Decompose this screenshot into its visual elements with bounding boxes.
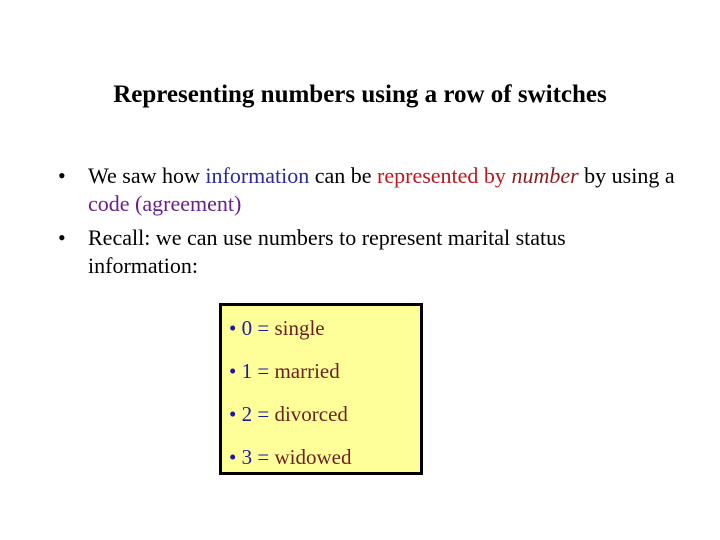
code-label: widowed (274, 445, 352, 469)
marital-status-code-box (219, 303, 423, 475)
code-bullet: • (229, 445, 237, 469)
code-equals: = (252, 402, 275, 426)
number-term: number (511, 163, 579, 188)
code-list-item (229, 443, 351, 471)
code-bullet: • (229, 316, 237, 340)
bullet-2-text: Recall: we can use numbers to represent marital status information: (88, 225, 566, 278)
bullet-1-text-b: can be (309, 163, 378, 188)
bullet-item-1 (58, 162, 678, 218)
code-list-item (229, 357, 351, 385)
code-number: 0 (241, 316, 253, 340)
code-number: 3 (241, 445, 253, 469)
information-term: information (205, 163, 310, 188)
code-label: married (274, 359, 340, 383)
code-list-item (229, 400, 351, 428)
code-list-item (229, 314, 351, 342)
code-term: code (agreement) (88, 191, 242, 216)
code-bullet: • (229, 359, 237, 383)
bullet-marker: • (58, 163, 66, 188)
code-bullet: • (229, 402, 237, 426)
represented-term: represented by (377, 163, 512, 188)
slide-title: Representing numbers using a row of switches (113, 81, 607, 108)
bullet-1-text-c: by using a (578, 163, 675, 188)
code-equals: = (252, 316, 275, 340)
code-number: 2 (241, 402, 253, 426)
code-equals: = (252, 359, 275, 383)
code-label: single (274, 316, 325, 340)
code-number: 1 (241, 359, 253, 383)
bullet-list (58, 162, 678, 286)
bullet-marker: • (58, 225, 66, 250)
bullet-1-text-a: We saw how (88, 163, 206, 188)
code-label: divorced (274, 402, 348, 426)
code-equals: = (252, 445, 275, 469)
marital-status-code-list (229, 314, 351, 486)
bullet-item-2 (58, 224, 678, 280)
